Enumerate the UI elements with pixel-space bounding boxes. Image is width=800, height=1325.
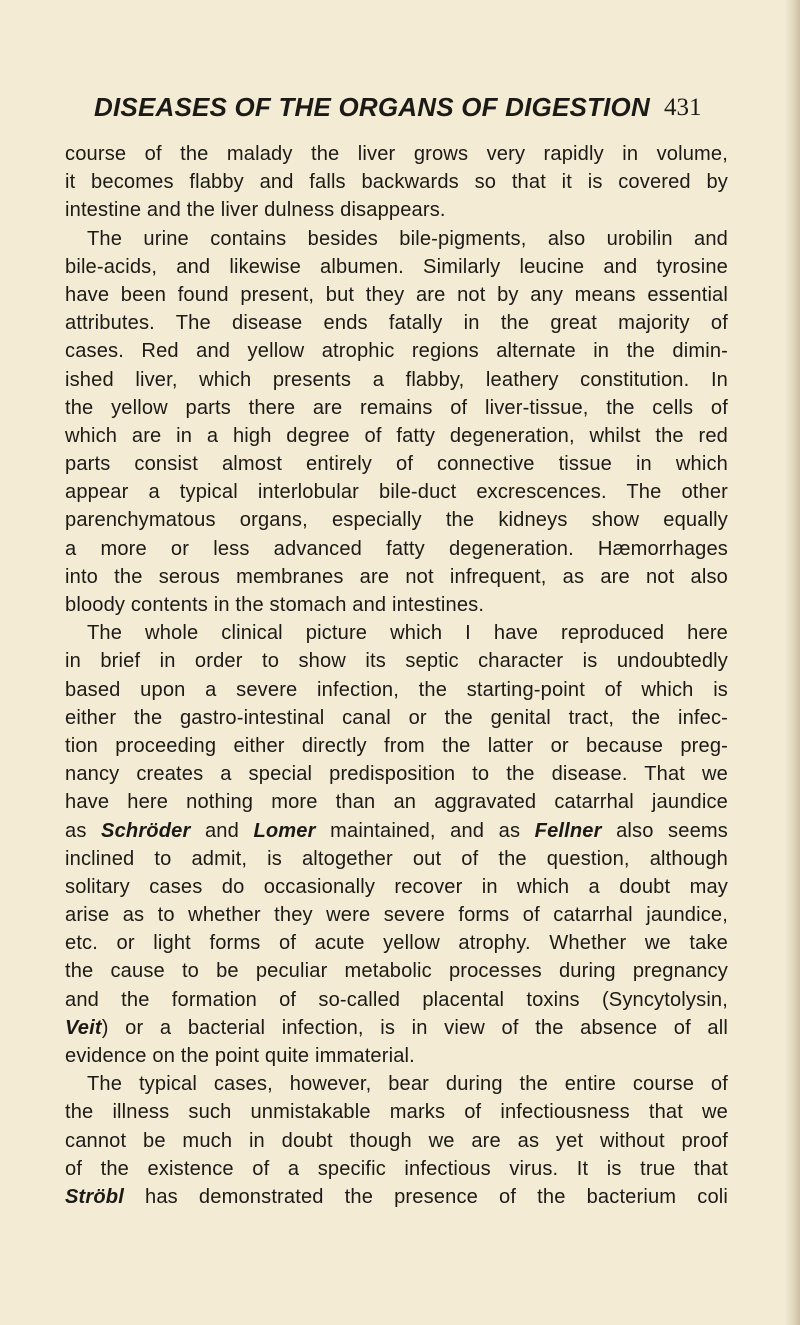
text-line bbox=[65, 225, 728, 253]
text-line bbox=[65, 1183, 728, 1211]
text-segment: ) or a bacterial infection, is in view of the absence of all bbox=[101, 1016, 728, 1039]
text-segment: as bbox=[65, 819, 102, 842]
text-line bbox=[65, 986, 728, 1014]
text-segment: appear a typical interlobular bile-duct excrescences. The other bbox=[65, 481, 728, 504]
text-segment: etc. or light forms of acute yellow atrophy. Whether we take bbox=[65, 932, 728, 955]
text-segment: The typical cases, however, bear during the entire course of bbox=[87, 1073, 728, 1096]
text-segment: either the gastro-intestinal canal or the genital tract, the infec- bbox=[65, 706, 728, 729]
text-segment: course of the malady the liver grows very rapidly in volume, bbox=[65, 143, 728, 165]
text-line bbox=[65, 704, 728, 732]
text-segment: parts consist almost entirely of connective tissue in which bbox=[65, 453, 728, 476]
text-segment: a more or less advanced fatty degeneration. Hæmorrhages bbox=[65, 537, 728, 560]
text-segment: cannot be much in doubt though we are as yet without proof bbox=[65, 1129, 728, 1152]
text-line bbox=[65, 1127, 728, 1155]
text-segment: also seems bbox=[601, 819, 728, 842]
text-segment: into the serous membranes are not infrequent, as are not also bbox=[65, 565, 728, 588]
text-line bbox=[65, 1155, 728, 1183]
text-segment: cases. Red and yellow atrophic regions alternate in the dimin- bbox=[65, 340, 728, 363]
text-segment: the illness such unmistakable marks of infectiousness that we bbox=[65, 1101, 728, 1124]
text-line bbox=[65, 281, 728, 309]
text-segment: the yellow parts there are remains of liver-tissue, the cells of bbox=[65, 396, 728, 419]
text-segment: and the formation of so-called placental toxins (Syncytolysin, bbox=[65, 988, 728, 1011]
text-segment: the cause to be peculiar metabolic processes during pregnancy bbox=[65, 960, 728, 983]
text-line bbox=[65, 450, 728, 478]
text-line bbox=[65, 676, 728, 704]
body-text bbox=[65, 140, 728, 1211]
text-segment: bloody contents in the stomach and intestines. bbox=[65, 594, 485, 616]
text-line bbox=[65, 337, 728, 365]
author-name: Veit bbox=[65, 1016, 102, 1039]
author-name: Schröder bbox=[101, 819, 191, 842]
text-line bbox=[65, 1070, 728, 1098]
running-head-title: DISEASES OF THE ORGANS OF DIGESTION bbox=[94, 92, 650, 122]
text-line bbox=[65, 957, 728, 985]
text-line bbox=[65, 1042, 728, 1070]
text-line bbox=[65, 309, 728, 337]
author-name: Ströbl bbox=[65, 1185, 124, 1208]
text-segment: nancy creates a special predisposition to the disease. That we bbox=[65, 763, 728, 786]
text-segment: it becomes flabby and falls backwards so that it is covered by bbox=[65, 171, 728, 194]
text-segment: The whole clinical picture which I have reproduced here bbox=[87, 622, 728, 645]
text-line bbox=[65, 647, 728, 675]
text-line bbox=[65, 140, 728, 168]
text-line bbox=[65, 196, 728, 224]
text-segment: The urine contains besides bile-pigments, also urobilin and bbox=[87, 227, 728, 250]
text-line bbox=[65, 1014, 728, 1042]
text-segment: in brief in order to show its septic character is undoubtedly bbox=[65, 650, 728, 673]
page-number: 431 bbox=[664, 94, 702, 121]
text-segment: tion proceeding either directly from the latter or because preg- bbox=[65, 734, 728, 757]
text-line bbox=[65, 845, 728, 873]
text-segment: has demonstrated the presence of the bacterium coli bbox=[123, 1185, 728, 1208]
text-line bbox=[65, 817, 728, 845]
text-segment: which are in a high degree of fatty degeneration, whilst the red bbox=[65, 424, 728, 447]
text-segment: attributes. The disease ends fatally in the great majority of bbox=[65, 312, 728, 335]
text-segment: inclined to admit, is altogether out of the question, although bbox=[65, 847, 728, 870]
running-head bbox=[94, 92, 744, 132]
text-line bbox=[65, 506, 728, 534]
text-segment: intestine and the liver dulness disappears. bbox=[65, 199, 446, 222]
text-line bbox=[65, 591, 728, 619]
page-edge-shadow bbox=[784, 0, 800, 1325]
text-line bbox=[65, 535, 728, 563]
text-line bbox=[65, 901, 728, 929]
text-line bbox=[65, 394, 728, 422]
text-line bbox=[65, 619, 728, 647]
text-segment: evidence on the point quite immaterial. bbox=[65, 1045, 415, 1067]
text-line bbox=[65, 366, 728, 394]
text-segment: and bbox=[190, 819, 254, 842]
text-line bbox=[65, 732, 728, 760]
text-segment: have been found present, but they are not by any means essential bbox=[65, 283, 728, 306]
text-line bbox=[65, 563, 728, 591]
text-line bbox=[65, 253, 728, 281]
text-segment: arise as to whether they were severe forms of catarrhal jaundice, bbox=[65, 904, 728, 927]
text-segment: have here nothing more than an aggravated catarrhal jaundice bbox=[65, 791, 728, 814]
author-name: Fellner bbox=[534, 819, 602, 842]
text-segment: based upon a severe infection, the starting-point of which is bbox=[65, 678, 728, 701]
text-segment: parenchymatous organs, especially the kidneys show equally bbox=[65, 509, 728, 532]
text-segment: of the existence of a specific infectious virus. It is true that bbox=[65, 1157, 728, 1180]
text-line bbox=[65, 929, 728, 957]
text-line bbox=[65, 1098, 728, 1126]
author-name: Lomer bbox=[253, 819, 316, 842]
text-line bbox=[65, 168, 728, 196]
text-segment: ished liver, which presents a flabby, leathery constitution. In bbox=[65, 368, 728, 391]
text-line bbox=[65, 478, 728, 506]
text-line bbox=[65, 788, 728, 816]
text-segment: solitary cases do occasionally recover in which a doubt may bbox=[65, 875, 728, 898]
text-line bbox=[65, 760, 728, 788]
text-line bbox=[65, 422, 728, 450]
text-line bbox=[65, 873, 728, 901]
text-segment: bile-acids, and likewise albumen. Similarly leucine and tyrosine bbox=[65, 255, 728, 278]
text-segment: maintained, and as bbox=[315, 819, 535, 842]
